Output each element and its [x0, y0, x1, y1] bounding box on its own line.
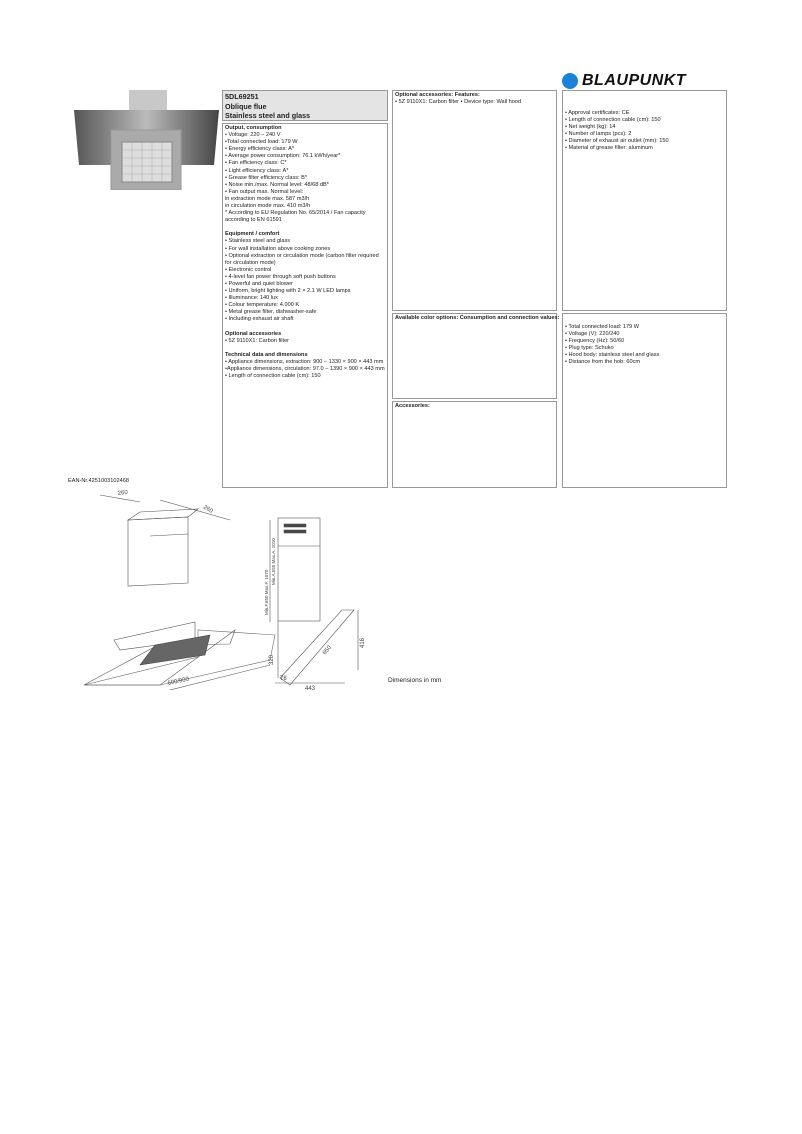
output-item: in circulation mode max. 410 m3/h [225, 203, 311, 210]
connection-item: • Plug type: Schuko [565, 345, 614, 352]
output-item: • Energy efficiency class: A* [225, 146, 295, 153]
technical-title: Technical data and dimensions [225, 351, 308, 358]
connection-list [565, 324, 724, 367]
equipment-item: • Uniform, bright lighting with 2 × 2.1 W LED lamps [225, 288, 351, 295]
equipment-item: • Colour temperature: 4.000 K [225, 302, 300, 309]
output-item: •Total connected load: 179 W [225, 139, 298, 146]
spec-item: • Diameter of exhaust air outlet (mm): 150 [565, 138, 669, 145]
spec-item: • Net weight (kg): 14 [565, 124, 616, 131]
output-item: • Average power consumption: 76.1 kWh/year* [225, 153, 341, 160]
connection-item: • Distance from the hob: 60cm [565, 359, 641, 366]
output-item: • Noise min./max. Normal level: 48/68 dB* [225, 181, 329, 188]
equipment-item: • Optional extraction or circulation mode (carbon filter required for circulation mode) [225, 252, 379, 266]
equipment-title: Equipment / comfort [225, 231, 280, 238]
output-item: * According to EU Regulation No. 65/2014 / Fan capacity according to EN 61591 [225, 210, 366, 224]
connection-item: • Hood body: stainless steel and glass [565, 352, 660, 359]
output-title: Output, consumption [225, 125, 282, 131]
technical-item: • Appliance dimensions, extraction: 900 – 1330 × 900 × 443 mm [225, 358, 384, 365]
dim-label-flue-min-max-a: Min.A.550 Max.A. 1010 [271, 538, 276, 585]
output-item: • Fan efficiency class: C* [225, 160, 287, 167]
dim-label-flue-min-max-f: Min.F.650 Max.F. 1070 [264, 569, 269, 615]
technical-item: •Appliance dimensions, circulation: 97.0 – 1390 × 900 × 443 mm [225, 365, 385, 372]
accessories-box [392, 401, 557, 488]
product-type: Oblique flue [225, 101, 267, 111]
logo-dot-icon [562, 73, 578, 89]
equipment-item: • Illuminance: 140 lux [225, 295, 278, 302]
output-list [225, 132, 385, 224]
dim-label-650: 650 [321, 644, 333, 657]
output-item: • Fan output max. Normal level: [225, 188, 304, 195]
connection-box [562, 313, 727, 488]
logo-text: BLAUPUNKT [582, 72, 687, 89]
features-title: Optional accessories: Features: [395, 92, 480, 98]
equipment-item: • Metal grease filter, dishwasher-safe [225, 309, 317, 316]
spec-item: • Material of grease filter: aluminum [565, 145, 653, 152]
features-text: • 5Z 9110X1: Carbon filter • Device type: Wall hood [395, 99, 522, 106]
output-item: in extraction mode max. 587 m3/h [225, 195, 310, 202]
spec-item: • Approval certificates: CE [565, 110, 630, 116]
technical-list [225, 359, 385, 380]
color-options-box [392, 313, 560, 399]
dim-label-443: 443 [305, 686, 316, 690]
technical-item: • Length of connection cable (cm): 150 [225, 373, 321, 379]
specs-box [562, 90, 727, 311]
brand-logo [562, 72, 686, 90]
equipment-item: • Including exhaust air shaft [225, 316, 294, 323]
equipment-item: • Electronic control [225, 266, 272, 273]
features-box [392, 90, 557, 311]
connection-item: • Total connected load: 179 W [565, 324, 639, 330]
equipment-list [225, 238, 385, 323]
optional-accessory-item: • 5Z 9110X1: Carbon filter [225, 337, 290, 344]
connection-item: • Voltage (V): 220/240 [565, 331, 620, 338]
product-details-box [222, 123, 388, 488]
ean-number: EAN-Nr.4251003102468 [68, 478, 129, 484]
equipment-item: • For wall installation above cooking zones [225, 245, 331, 252]
specs-list [565, 110, 724, 153]
equipment-item: • Stainless steel and glass [225, 238, 291, 245]
optional-accessories-list [225, 338, 385, 345]
product-photo [74, 90, 219, 190]
color-options-title: Available color options: Consumption and connection values: [395, 315, 560, 321]
output-item: • Grease filter efficiency class: B* [225, 174, 308, 181]
dimensions-caption: Dimensions in mm [388, 677, 442, 684]
dim-label-320: 320 [269, 654, 275, 665]
dim-label-depth-1: 260 [202, 504, 214, 515]
connection-item: • Frequency (Hz): 50/60 [565, 338, 625, 345]
equipment-item: • Powerful and quiet blower [225, 280, 293, 287]
spec-item: • Number of lamps (pcs): 2 [565, 131, 632, 138]
accessories-title: Accessories: [395, 403, 430, 409]
equipment-item: • 4-level fan power through soft push buttons [225, 273, 336, 280]
dimension-drawing [80, 490, 380, 690]
dim-label-78: 78 [280, 676, 287, 682]
optional-accessories-title: Optional accessories [225, 330, 282, 337]
product-material: Stainless steel and glass [225, 111, 311, 120]
dim-label-width-total: 600/900 [167, 676, 190, 687]
spec-item: • Length of connection cable (cm): 150 [565, 117, 661, 124]
output-item: • Light efficiency class: A* [225, 167, 289, 174]
output-item: • Voltage: 220 – 240 V [225, 132, 281, 139]
dim-label-416: 416 [360, 637, 366, 648]
dim-label-width-1: 260 [117, 490, 129, 497]
model-number: 5DL69251 [225, 92, 259, 101]
product-header [222, 90, 388, 121]
